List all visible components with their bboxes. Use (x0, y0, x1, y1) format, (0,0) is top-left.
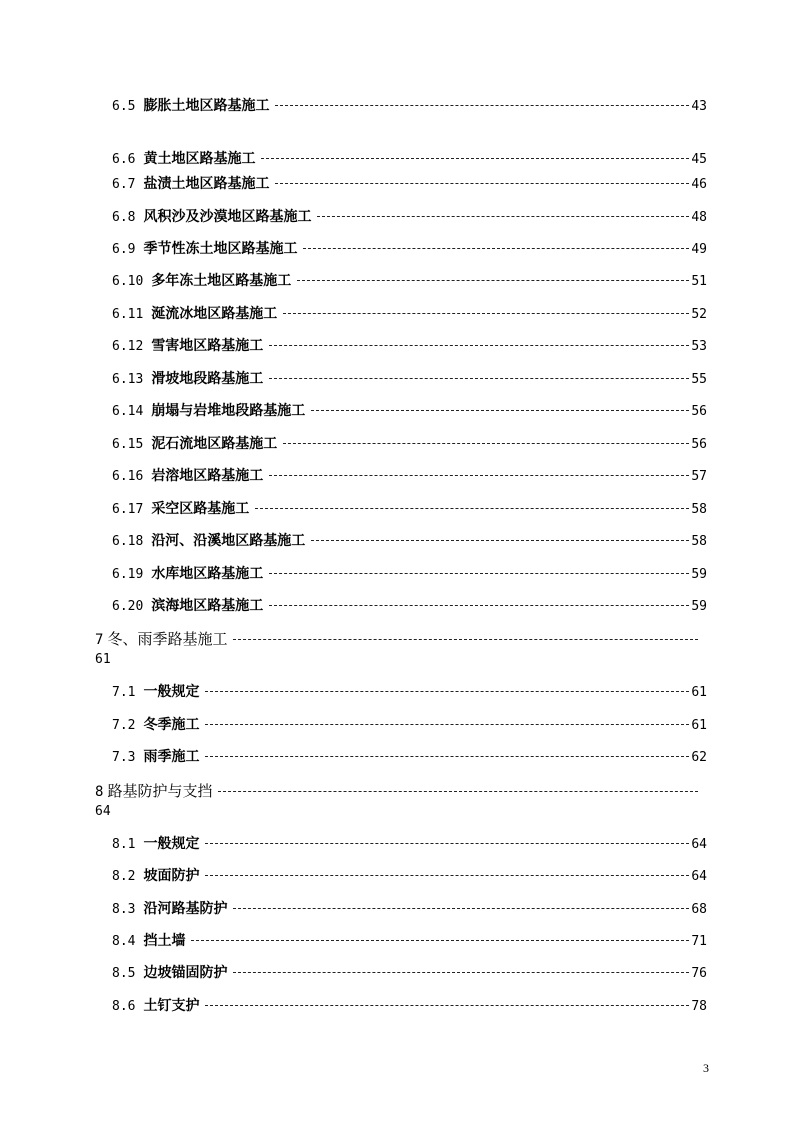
toc-entry-6-19[interactable] (112, 565, 707, 584)
toc-entry-number: 6.5 (112, 99, 136, 114)
toc-leader-dots (205, 843, 689, 844)
toc-entry-page: 64 (691, 837, 707, 852)
toc-leader-dots (269, 605, 689, 606)
toc-entry-8-4[interactable] (112, 932, 707, 951)
toc-entry-page: 71 (691, 934, 707, 949)
toc-entry-6-12[interactable] (112, 337, 707, 356)
toc-entry-title: 多年冻土地区路基施工 (151, 273, 292, 289)
toc-leader-dots (269, 573, 689, 574)
toc-entry-number: 7.1 (112, 685, 136, 700)
toc-entry-page: 52 (691, 307, 707, 322)
toc-entry-8-2[interactable] (112, 867, 707, 886)
toc-entry-7-2[interactable] (112, 716, 707, 735)
toc-entry-number: 6.15 (112, 437, 144, 452)
toc-entry-number: 6.17 (112, 502, 144, 517)
toc-entry-title: 边坡锚固防护 (143, 965, 228, 981)
toc-entry-page: 56 (691, 437, 707, 452)
toc-entry-title: 一般规定 (143, 836, 200, 852)
toc-leader-dots (191, 940, 689, 941)
toc-entry-page: 51 (691, 274, 707, 289)
toc-entry-page: 61 (691, 718, 707, 733)
toc-leader-dots (303, 248, 689, 249)
toc-leader-dots (275, 183, 689, 184)
toc-chapter-page: 61 (95, 652, 111, 667)
toc-leader-dots (205, 1005, 689, 1006)
toc-entry-title: 沿河路基防护 (143, 901, 228, 917)
toc-entry-number: 7.2 (112, 718, 136, 733)
toc-entry-number: 6.13 (112, 372, 144, 387)
toc-chapter-number: 8 (95, 784, 104, 800)
toc-entry-number: 8.5 (112, 966, 136, 981)
toc-entry-page: 46 (691, 177, 707, 192)
toc-entry-page: 58 (691, 502, 707, 517)
toc-entry-title: 挡土墙 (143, 933, 186, 949)
toc-entry-title: 雨季施工 (143, 749, 200, 765)
toc-entry-6-7[interactable] (112, 175, 707, 194)
toc-entry-number: 6.12 (112, 339, 144, 354)
toc-leader-dots (297, 280, 689, 281)
toc-leader-dots (218, 791, 698, 792)
toc-entry-title: 雪害地区路基施工 (151, 338, 264, 354)
toc-leader-dots (311, 410, 689, 411)
toc-entry-number: 6.14 (112, 404, 144, 419)
toc-chapter-page: 64 (95, 804, 111, 819)
toc-entry-number: 6.18 (112, 534, 144, 549)
toc-leader-dots (261, 158, 689, 159)
toc-entry-6-16[interactable] (112, 467, 707, 486)
toc-entry-page: 78 (691, 999, 707, 1014)
toc-entry-6-5[interactable] (112, 97, 707, 116)
toc-entry-number: 6.9 (112, 242, 136, 257)
toc-leader-dots (317, 216, 689, 217)
toc-entry-title: 季节性冻土地区路基施工 (143, 241, 298, 257)
toc-entry-number: 8.4 (112, 934, 136, 949)
toc-entry-title: 涎流冰地区路基施工 (151, 306, 278, 322)
toc-entry-page: 76 (691, 966, 707, 981)
toc-entry-number: 6.6 (112, 152, 136, 167)
toc-entry-title: 一般规定 (143, 684, 200, 700)
toc-entry-number: 8.6 (112, 999, 136, 1014)
page-number: 3 (703, 1061, 709, 1075)
toc-entry-title: 盐渍土地区路基施工 (143, 176, 270, 192)
toc-entry-6-14[interactable] (112, 402, 707, 421)
toc-entry-title: 膨胀土地区路基施工 (143, 98, 270, 114)
toc-entry-title: 坡面防护 (143, 868, 200, 884)
toc-entry-number: 6.7 (112, 177, 136, 192)
toc-entry-page: 68 (691, 902, 707, 917)
toc-chapter-title: 路基防护与支挡 (107, 782, 213, 800)
toc-entry-title: 风积沙及沙漠地区路基施工 (143, 209, 312, 225)
toc-entry-number: 8.1 (112, 837, 136, 852)
toc-entry-6-9[interactable] (112, 240, 707, 259)
toc-leader-dots (205, 756, 689, 757)
toc-chapter-8[interactable] (95, 782, 700, 821)
toc-entry-page: 64 (691, 869, 707, 884)
toc-leader-dots (283, 313, 689, 314)
toc-entry-number: 6.11 (112, 307, 144, 322)
toc-entry-number: 6.19 (112, 567, 144, 582)
toc-leader-dots (269, 345, 689, 346)
toc-entry-title: 水库地区路基施工 (151, 566, 264, 582)
toc-entry-6-15[interactable] (112, 435, 707, 454)
toc-entry-6-20[interactable] (112, 597, 707, 616)
toc-entry-page: 56 (691, 404, 707, 419)
toc-entry-number: 8.3 (112, 902, 136, 917)
toc-entry-7-1[interactable] (112, 683, 707, 702)
toc-entry-page: 62 (691, 750, 707, 765)
toc-entry-title: 冬季施工 (143, 717, 200, 733)
toc-entry-page: 55 (691, 372, 707, 387)
toc-chapter-title: 冬、雨季路基施工 (107, 630, 228, 648)
toc-entry-title: 沿河、沿溪地区路基施工 (151, 533, 306, 549)
toc-leader-dots (233, 639, 698, 640)
toc-entry-7-3[interactable] (112, 748, 707, 767)
toc-entry-page: 61 (691, 685, 707, 700)
toc-entry-8-6[interactable] (112, 997, 707, 1016)
toc-leader-dots (311, 540, 689, 541)
toc-chapter-7[interactable] (95, 630, 700, 669)
toc-entry-number: 8.2 (112, 869, 136, 884)
toc-entry-number: 7.3 (112, 750, 136, 765)
toc-entry-6-17[interactable] (112, 500, 707, 519)
toc-entry-8-1[interactable] (112, 835, 707, 854)
toc-entry-page: 59 (691, 599, 707, 614)
toc-entry-page: 49 (691, 242, 707, 257)
toc-entry-title: 滑坡地段路基施工 (151, 371, 264, 387)
toc-entry-title: 崩塌与岩堆地段路基施工 (151, 403, 306, 419)
toc-entry-title: 滨海地区路基施工 (151, 598, 264, 614)
toc-leader-dots (205, 724, 689, 725)
toc-leader-dots (205, 875, 689, 876)
toc-leader-dots (269, 475, 689, 476)
toc-entry-6-13[interactable] (112, 370, 707, 389)
toc-leader-dots (283, 443, 689, 444)
toc-leader-dots (205, 691, 689, 692)
toc-entry-6-11[interactable] (112, 305, 707, 324)
toc-leader-dots (269, 378, 689, 379)
toc-entry-6-18[interactable] (112, 532, 707, 551)
toc-entry-number: 6.10 (112, 274, 144, 289)
toc-entry-page: 59 (691, 567, 707, 582)
toc-entry-page: 53 (691, 339, 707, 354)
toc-entry-page: 48 (691, 210, 707, 225)
toc-entry-6-10[interactable] (112, 272, 707, 291)
toc-entry-title: 泥石流地区路基施工 (151, 436, 278, 452)
toc-entry-title: 岩溶地区路基施工 (151, 468, 264, 484)
toc-leader-dots (233, 908, 689, 909)
toc-entry-8-3[interactable] (112, 900, 707, 919)
toc-leader-dots (275, 105, 689, 106)
toc-entry-6-8[interactable] (112, 208, 707, 227)
toc-entry-title: 土钉支护 (143, 998, 200, 1014)
toc-entry-page: 57 (691, 469, 707, 484)
toc-entry-page: 58 (691, 534, 707, 549)
toc-entry-number: 6.16 (112, 469, 144, 484)
toc-entry-page: 45 (691, 152, 707, 167)
toc-entry-page: 43 (691, 99, 707, 114)
toc-entry-title: 黄土地区路基施工 (143, 151, 256, 167)
toc-leader-dots (255, 508, 689, 509)
toc-chapter-number: 7 (95, 632, 104, 648)
toc-entry-8-5[interactable] (112, 964, 707, 983)
toc-entry-title: 采空区路基施工 (151, 501, 250, 517)
toc-leader-dots (233, 972, 689, 973)
toc-entry-number: 6.20 (112, 599, 144, 614)
toc-entry-number: 6.8 (112, 210, 136, 225)
toc-entry-6-6[interactable] (112, 150, 707, 169)
